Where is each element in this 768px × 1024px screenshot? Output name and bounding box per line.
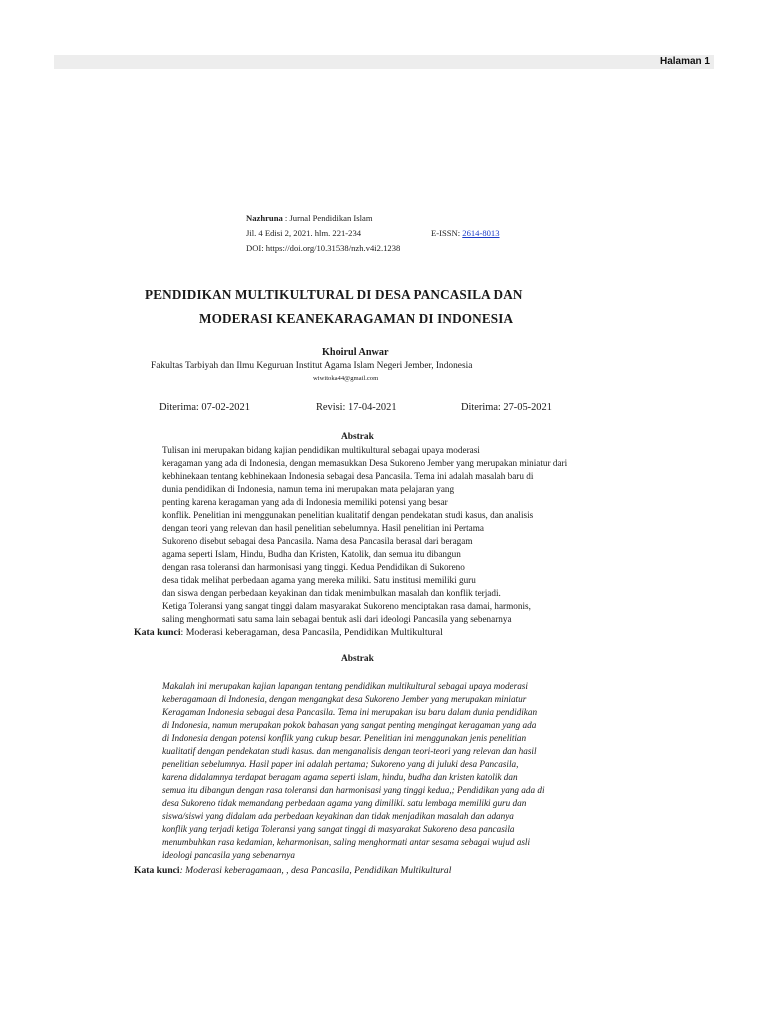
- keywords-line-2: [134, 865, 451, 876]
- title-line-2: MODERASI KEANEKARAGAMAN DI INDONESIA: [199, 311, 514, 326]
- abstract-line: dengan rasa toleransi dan harmonisasi yang tinggi. Kedua Pendidikan di Sukoreno: [162, 562, 465, 572]
- page-header-bar: [54, 55, 714, 69]
- abstract-line: desa tidak melihat perbedaan agama yang mereka miliki. Satu institusi memiliki guru: [162, 575, 476, 585]
- title-line-1: PENDIDIKAN MULTIKULTURAL DI DESA PANCASILA DAN: [145, 287, 523, 302]
- abstract-line: Tulisan ini merupakan bidang kajian pendidikan multikultural sebagai upaya moderasi: [162, 445, 480, 455]
- journal-subtitle: : Jurnal Pendidikan Islam: [282, 213, 373, 223]
- abstract2-line: keberagamaan di Indonesia, dengan mengangkat desa Sukoreno Jember yang merupakan miniatur: [162, 694, 527, 704]
- journal-name-line: [246, 212, 373, 224]
- journal-name: Nazhruna: [246, 213, 283, 223]
- abstract-line: dan siswa dengan perbedaan keyakinan dan tidak menimbulkan masalah dan konflik terjadi.: [162, 588, 501, 598]
- journal-volume: Jil. 4 Edisi 2, 2021. hlm. 221-234: [246, 228, 362, 238]
- date-revised: Revisi: 17-04-2021: [316, 402, 397, 413]
- abstract-line: Sukoreno disebut sebagai desa Pancasila. Nama desa Pancasila berasal dari beragam: [162, 536, 473, 546]
- eissn-link[interactable]: 2614-8013: [462, 228, 500, 238]
- keywords-label-2: Kata kunci: [134, 865, 180, 876]
- date-accepted: Diterima: 27-05-2021: [461, 402, 552, 413]
- abstract2-line: di Indonesia dengan potensi konflik yang cukup besar. Penelitian ini menggunakan jenis penelitian: [162, 733, 527, 743]
- abstract2-line: Makalah ini merupakan kajian lapangan tentang pendidikan multikultural sebagai upaya moderasi: [162, 681, 528, 691]
- abstract-line: dengan teori yang relevan dan hasil penelitian sebelumnya. Hasil penelitian ini Pertama: [162, 523, 484, 533]
- keywords-value: : Moderasi keberagaman, desa Pancasila, Pendidikan Multikultural: [180, 627, 443, 638]
- author-name: Khoirul Anwar: [322, 347, 389, 358]
- keywords-line: [134, 627, 443, 638]
- abstract2-line: menumbuhkan rasa kedamian, keharmonisan, saling menghormati antar sesama sebagai wujud asli: [162, 837, 530, 847]
- abstract2-line: desa Sukoreno tidak memandang perbedaan agama yang dimiliki. satu lembaga memiliki guru dan: [162, 798, 527, 808]
- abstract2-line: siswa/siswi yang didalam ada perbedaan keyakinan dan tidak menjadikan masalah dan adanya: [162, 811, 514, 821]
- page-number: Halaman 1: [659, 56, 710, 67]
- abstract2-line: di Indonesia, namun merupakan pokok bahasan yang sangat penting mengingat keragaman yang ada: [162, 720, 537, 730]
- abstract-line: penting karena keragaman yang ada di Indonesia memiliki potensi yang besar: [162, 497, 448, 507]
- journal-doi: DOI: https://doi.org/10.31538/nzh.v4i2.1238: [246, 243, 401, 253]
- abstract-line: konflik. Penelitian ini menggunakan penelitian kualitatif dengan pendekatan studi kasus, dan analisis: [162, 510, 534, 520]
- keywords-value-2: : Moderasi keberagamaan, , desa Pancasila, Pendidikan Multikultural: [179, 865, 452, 876]
- keywords-label: Kata kunci: [134, 627, 181, 638]
- abstract2-line: semua itu dibangun dengan rasa toleransi dan harmonisasi yang tinggi kedua,; Pendidikan yang ada di: [162, 785, 545, 795]
- abstract-line: Ketiga Toleransi yang sangat tinggi dalam masyarakat Sukoreno menciptakan rasa damai, harmonis,: [162, 601, 531, 611]
- abstract2-line: penelitian sebelumnya. Hasil paper ini adalah pertama; Sukoreno yang di juluki desa Pancasila,: [162, 759, 519, 769]
- abstract-line: keragaman yang ada di Indonesia, dengan memasukkan Desa Sukoreno Jember yang merupakan miniatur dari: [162, 458, 568, 468]
- journal-eissn: [431, 227, 500, 239]
- abstract2-line: konflik yang terjadi ketiga Toleransi yang sangat tinggi di masyarakat Sukoreno desa pancasila: [162, 824, 515, 834]
- author-affiliation: Fakultas Tarbiyah dan Ilmu Keguruan Institut Agama Islam Negeri Jember, Indonesia: [151, 361, 473, 371]
- abstract2-line: Keragaman Indonesia sebagai desa Pancasila. Tema ini merupakan isu baru dalam dunia pendidikan: [162, 707, 538, 717]
- abstract2-line: ideologi pancasila yang sebenarnya: [162, 850, 295, 860]
- author-email: wiwitoka44@gmail.com: [313, 375, 379, 382]
- date-received: Diterima: 07-02-2021: [159, 402, 250, 413]
- abstract-line: kebhinekaan tentang kebhinekaan Indonesia sebagai desa Pancasila. Tema ini adalah masalah baru di: [162, 471, 534, 481]
- abstract-line: dunia pendidikan di Indonesia, namun tema ini merupakan mata pelajaran yang: [162, 484, 455, 494]
- abstract-heading: Abstrak: [341, 432, 374, 442]
- eissn-label: E-ISSN:: [431, 228, 463, 238]
- abstract-line: agama seperti Islam, Hindu, Budha dan Kristen, Katolik, dan semua itu dibangun: [162, 549, 461, 559]
- abstract2-line: kualitatif dengan pendekatan studi kasus. dan menganalisis dengan teori-teori yang relevan dan hasil: [162, 746, 537, 756]
- abstract-line: saling menghormati satu sama lain sebagai bentuk asli dari ideologi Pancasila yang sebenarnya: [162, 614, 512, 624]
- abstract-heading-2: Abstrak: [341, 654, 374, 664]
- abstract2-line: karena didalamnya terdapat beragam agama seperti islam, hindu, budha dan kristen katolik dan: [162, 772, 518, 782]
